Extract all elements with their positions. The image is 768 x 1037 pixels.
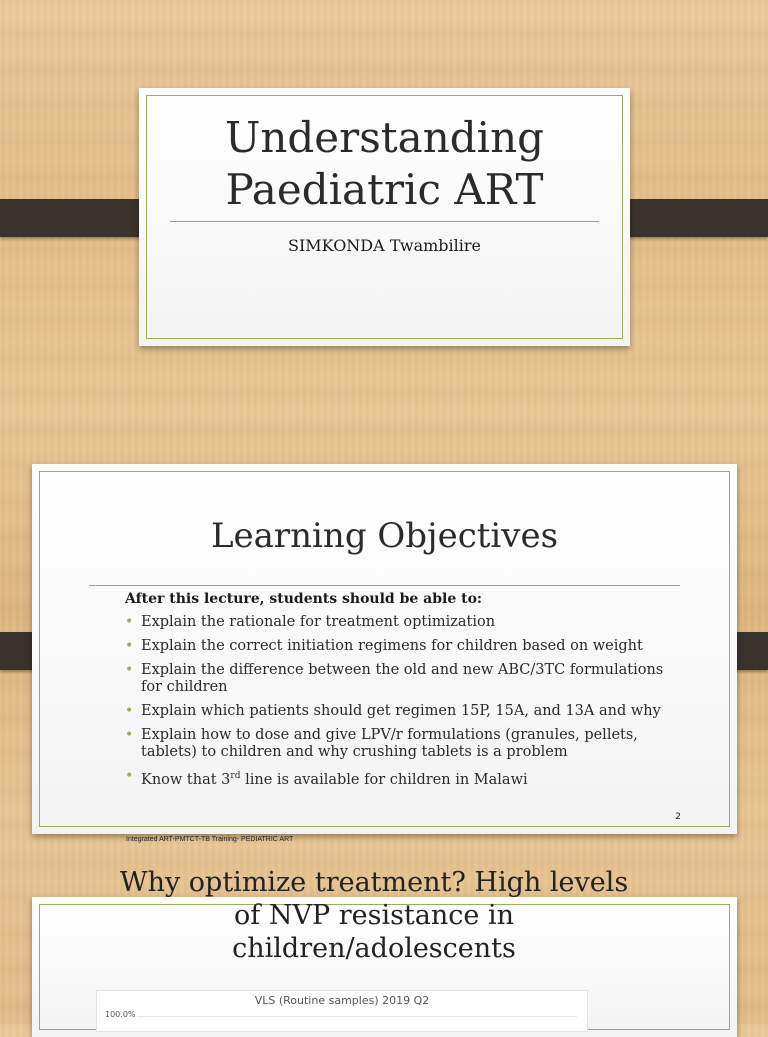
bullet-icon: • [125,703,134,719]
bullet-icon: • [125,727,134,743]
bullet-icon: • [125,662,134,678]
slide3-title [100,866,648,965]
chart-y-tick: 100.0% [105,1010,136,1019]
slide1-divider [170,221,599,222]
slide1-subtitle: SIMKONDA Twambilire [288,236,481,255]
objective-text: Explain the difference between the old and new ABC/3TC formulations for children [141,662,664,695]
objective-superscript: rd [230,771,241,781]
slide3-title-line1: Why optimize treatment? High levels [119,867,629,898]
list-item [125,768,685,789]
bullet-icon: • [125,638,134,654]
slide3-title-line3: children/adolescents [232,933,516,964]
slide-2[interactable] [32,464,737,834]
vls-chart [96,990,588,1032]
bullet-icon: • [125,614,134,630]
slide3-title-line2: of NVP resistance in [234,900,514,931]
objective-text: Explain the correct initiation regimens for children based on weight [141,638,643,654]
objective-text-after: line is available for children in Malawi [240,771,528,788]
slide2-divider [89,585,680,586]
slide2-footer: Integrated ART-PMTCT-TB Training- PEDIATRIC ART [126,836,294,843]
slide2-page-number: 2 [675,812,681,822]
slide1-title-line2: Paediatric ART [225,165,544,214]
slide2-intro: After this lecture, students should be able to: [125,591,483,607]
list-item [125,727,685,761]
slide2-title: Learning Objectives [210,516,559,556]
slide1-left-tab [0,199,155,237]
chart-title: VLS (Routine samples) 2019 Q2 [254,994,430,1007]
list-item [125,703,685,720]
slide1-title-line1: Understanding [224,113,545,162]
list-item [125,662,685,696]
slide1-right-tab [613,199,768,237]
objective-text: Explain the rationale for treatment optimization [141,614,496,630]
chart-gridline [137,1016,577,1017]
objective-text: Explain which patients should get regimen 15P, 15A, and 13A and why [141,703,661,719]
objective-text-before: Know that 3 [141,771,231,788]
list-item [125,638,685,655]
list-item [125,614,685,631]
objective-text: Explain how to dose and give LPV/r formulations (granules, pellets, tablets) to children and why crushing tablets is a problem [141,727,638,760]
bullet-icon: • [125,768,134,784]
slide-1[interactable] [139,88,630,346]
slide1-title [139,112,630,216]
objectives-list [125,614,685,796]
